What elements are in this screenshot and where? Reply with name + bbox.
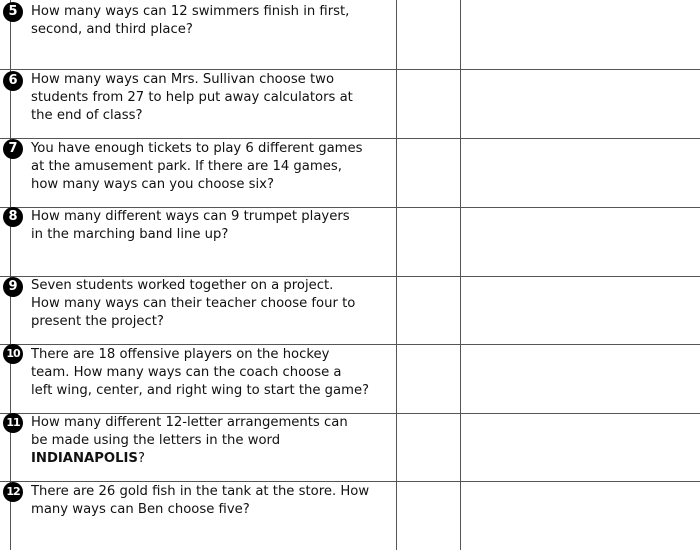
question-row-11 <box>0 413 395 481</box>
question-number-badge: 7 <box>3 139 23 159</box>
question-number-badge: 5 <box>3 2 23 22</box>
question-number-badge: 11 <box>3 413 23 433</box>
question-text: How many different 12-letter arrangements can be made using the letters in the word <box>31 415 348 448</box>
question-text: How many different ways can 9 trumpet players in the marching band line up? <box>31 209 350 242</box>
question-number-badge: 6 <box>3 71 23 91</box>
question-text: You have enough tickets to play 6 different games at the amusement park. If there are 14 games, how many ways can you choose six? <box>31 141 363 192</box>
work-column <box>397 0 460 550</box>
question-row-7 <box>0 138 395 207</box>
emphasized-word: INDIANAPOLIS <box>31 451 138 466</box>
question-number-badge: 12 <box>3 482 23 502</box>
question-text: How many ways can Mrs. Sullivan choose two students from 27 to help put away calculators at the end of class? <box>31 72 353 123</box>
question-row-5 <box>0 0 395 69</box>
question-number-badge: 9 <box>3 277 23 297</box>
question-row-9 <box>0 276 395 344</box>
question-punctuation: ? <box>137 451 145 466</box>
question-text: Seven students worked together on a project. How many ways can their teacher choose four to present the project? <box>31 278 356 329</box>
question-text-block <box>31 414 391 468</box>
question-row-10 <box>0 344 395 413</box>
question-number-badge: 8 <box>3 207 23 227</box>
question-text: There are 18 offensive players on the hockey team. How many ways can the coach choose a left wing, center, and right wing to start the game? <box>31 347 370 398</box>
question-row-8 <box>0 207 395 276</box>
question-text: How many ways can 12 swimmers finish in first, second, and third place? <box>31 4 350 37</box>
question-row-12 <box>0 481 395 550</box>
question-text: There are 26 gold fish in the tank at the store. How many ways can Ben choose five? <box>31 484 370 517</box>
answer-column <box>461 0 700 550</box>
question-number-badge: 10 <box>3 344 23 364</box>
question-row-6 <box>0 69 395 138</box>
